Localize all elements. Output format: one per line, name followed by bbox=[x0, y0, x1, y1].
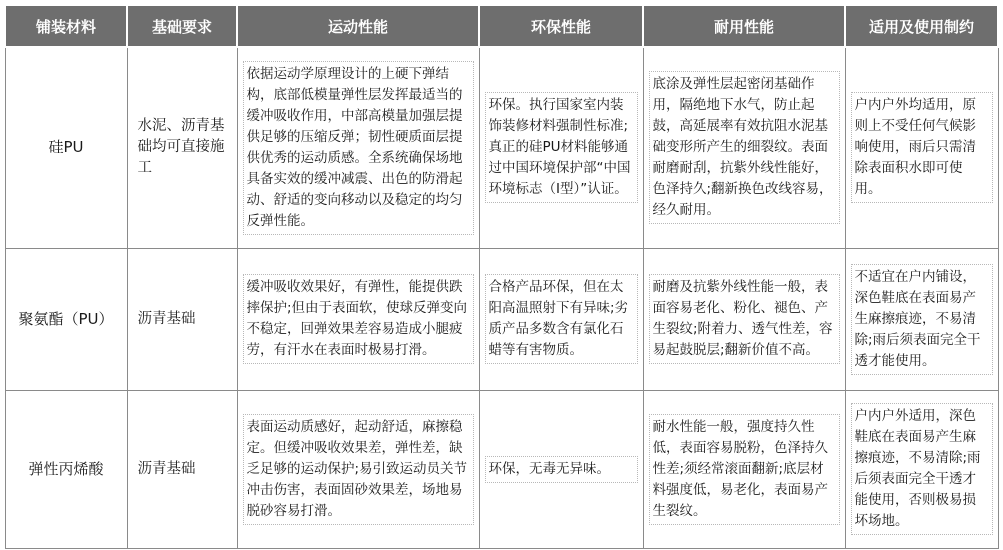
cell-eco bbox=[479, 47, 643, 248]
paving-material-comparison-table bbox=[4, 4, 999, 549]
header-usage-constraints: 适用及使用制约 bbox=[845, 5, 998, 47]
cell-sport bbox=[237, 390, 479, 548]
cell-base: 沥青基础 bbox=[127, 390, 237, 548]
cell-durable bbox=[643, 390, 845, 548]
cell-durable-text: 耐磨及抗紫外线性能一般，表面容易老化、粉化、褪色、产生裂纹;附着力、透气性差，容易起鼓脱层;翻新价值不高。 bbox=[649, 274, 840, 364]
cell-eco bbox=[479, 390, 643, 548]
comparison-table-wrapper bbox=[4, 4, 997, 545]
cell-sport-text: 缓冲吸收效果好，有弹性，能提供跌摔保护;但由于表面软，使球反弹变向不稳定，回弹效果差容易造成小腿疲劳，有汗水在表面时极易打滑。 bbox=[243, 274, 474, 364]
cell-base: 沥青基础 bbox=[127, 248, 237, 390]
cell-sport bbox=[237, 248, 479, 390]
cell-usage-text: 户内户外适用，深色鞋底在表面易产生麻擦痕迹，不易清除;雨后须表面完全干透才能使用，否则极易损坏场地。 bbox=[851, 403, 993, 535]
cell-material: 弹性丙烯酸 bbox=[5, 390, 127, 548]
header-sport-performance: 运动性能 bbox=[237, 5, 479, 47]
header-eco-performance: 环保性能 bbox=[479, 5, 643, 47]
header-material: 铺装材料 bbox=[5, 5, 127, 47]
cell-usage bbox=[845, 248, 998, 390]
cell-eco-text: 环保。执行国家室内装饰装修材料强制性标准;真正的硅PU材料能够通过中国环境保护部“中国环境标志（I型）”认证。 bbox=[485, 92, 638, 203]
cell-sport bbox=[237, 47, 479, 248]
cell-eco bbox=[479, 248, 643, 390]
header-row bbox=[5, 5, 998, 47]
cell-eco-text: 合格产品环保，但在太阳高温照射下有异味;劣质产品多数含有氯化石蜡等有害物质。 bbox=[485, 274, 638, 364]
header-durability: 耐用性能 bbox=[643, 5, 845, 47]
cell-usage bbox=[845, 390, 998, 548]
cell-material: 聚氨酯（PU） bbox=[5, 248, 127, 390]
cell-sport-text: 表面运动质感好，起动舒适，麻擦稳定。但缓冲吸收效果差，弹性差，缺乏足够的运动保护;易引致运动员关节冲击伤害，表面固砂效果差，场地易脱砂容易打滑。 bbox=[243, 414, 474, 525]
cell-material: 硅PU bbox=[5, 47, 127, 248]
table-row bbox=[5, 248, 998, 390]
cell-usage bbox=[845, 47, 998, 248]
cell-durable bbox=[643, 248, 845, 390]
cell-durable-text: 耐水性能一般，强度持久性低，表面容易脱粉，色泽持久性差;须经常滚面翻新;底层材料强度低，易老化，表面易产生裂纹。 bbox=[649, 414, 840, 525]
cell-eco-text: 环保，无毒无异味。 bbox=[485, 456, 638, 483]
cell-base: 水泥、沥青基础均可直接施工 bbox=[127, 47, 237, 248]
cell-durable bbox=[643, 47, 845, 248]
cell-usage-text: 不适宜在户内铺设，深色鞋底在表面易产生麻擦痕迹，不易清除;雨后须表面完全干透才能使用。 bbox=[851, 264, 993, 375]
header-base-requirement: 基础要求 bbox=[127, 5, 237, 47]
cell-durable-text: 底涂及弹性层起密闭基础作用，隔绝地下水气，防止起鼓，高延展率有效抗阻水泥基础变形所产生的细裂纹。表面耐磨耐刮，抗紫外线性能好，色泽持久;翻新换色改线容易，经久耐用。 bbox=[649, 71, 840, 224]
cell-sport-text: 依据运动学原理设计的上硬下弹结构，底部低模量弹性层发挥最适当的缓冲吸收作用，中部高模量加强层提供足够的压缩反弹；韧性硬质面层提供优秀的运动质感。全系统确保场地具备实效的缓冲减震、出色的防滑起动、舒适的变向移动以及稳定的均匀反弹性能。 bbox=[243, 61, 474, 235]
table-row bbox=[5, 390, 998, 548]
table-row bbox=[5, 47, 998, 248]
cell-usage-text: 户内户外均适用，原则上不受任何气候影响使用，雨后只需清除表面积水即可使用。 bbox=[851, 92, 993, 203]
